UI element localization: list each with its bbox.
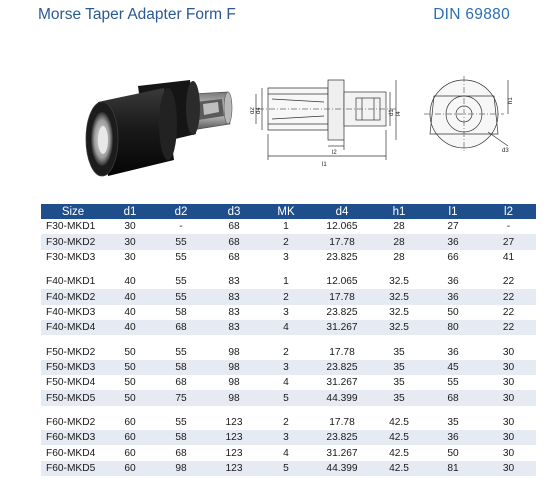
table-cell: 2: [261, 289, 311, 304]
table-cell: 5: [261, 390, 311, 405]
table-row: [41, 219, 536, 234]
table-cell: 35: [373, 360, 425, 375]
table-cell: 58: [155, 305, 207, 320]
table-cell: 17.78: [311, 415, 373, 430]
table-cell: 3: [261, 305, 311, 320]
table-cell: 30: [481, 344, 536, 359]
table-cell: 123: [207, 430, 261, 445]
table-cell: 4: [261, 375, 311, 390]
table-cell: 50: [105, 360, 155, 375]
table-body: [41, 219, 536, 476]
table-cell: 30: [105, 250, 155, 265]
size-cell: F60-MKD5: [41, 461, 105, 476]
table-cell: 123: [207, 415, 261, 430]
size-cell: F60-MKD3: [41, 430, 105, 445]
table-cell: 30: [105, 234, 155, 249]
table-cell: 40: [105, 274, 155, 289]
spec-table: [41, 204, 536, 476]
table-cell: 55: [155, 234, 207, 249]
table-cell: 83: [207, 320, 261, 335]
adapter-photo: [78, 72, 250, 182]
table-cell: 83: [207, 274, 261, 289]
page-title: Morse Taper Adapter Form F: [38, 6, 236, 23]
table-cell: 68: [425, 390, 481, 405]
dim-d3: d3: [502, 148, 509, 154]
table-cell: 31.267: [311, 320, 373, 335]
size-cell: F50-MKD4: [41, 375, 105, 390]
table-cell: 50: [105, 375, 155, 390]
table-cell: 50: [105, 390, 155, 405]
table-cell: 42.5: [373, 415, 425, 430]
table-cell: 44.399: [311, 461, 373, 476]
table-cell: 42.5: [373, 430, 425, 445]
table-cell: 35: [373, 390, 425, 405]
table-cell: 30: [481, 461, 536, 476]
table-cell: 2: [261, 415, 311, 430]
table-cell: 36: [425, 344, 481, 359]
table-cell: 3: [261, 360, 311, 375]
table-cell: 68: [155, 320, 207, 335]
table-cell: 50: [425, 305, 481, 320]
table-cell: 36: [425, 289, 481, 304]
size-cell: F40-MKD2: [41, 289, 105, 304]
table-cell: 27: [481, 234, 536, 249]
table-cell: 58: [155, 430, 207, 445]
group-separator: [41, 335, 536, 344]
size-cell: F40-MKD1: [41, 274, 105, 289]
table-cell: 50: [105, 344, 155, 359]
table-cell: 17.78: [311, 234, 373, 249]
table-cell: 32.5: [373, 274, 425, 289]
table-cell: 28: [373, 234, 425, 249]
column-header: h1: [373, 204, 425, 219]
table-cell: 23.825: [311, 430, 373, 445]
table-cell: 30: [481, 415, 536, 430]
size-cell: F50-MKD5: [41, 390, 105, 405]
table-cell: 27: [425, 219, 481, 234]
dim-d2: d2: [250, 107, 256, 114]
table-cell: 41: [481, 250, 536, 265]
table-cell: 58: [155, 360, 207, 375]
table-cell: 98: [207, 360, 261, 375]
table-row: [41, 461, 536, 476]
table-cell: 40: [105, 320, 155, 335]
table-cell: 30: [481, 430, 536, 445]
table-cell: 98: [207, 390, 261, 405]
table-cell: 4: [261, 445, 311, 460]
table-cell: 50: [425, 445, 481, 460]
table-row: [41, 430, 536, 445]
table-cell: 42.5: [373, 461, 425, 476]
table-cell: 30: [481, 360, 536, 375]
table-cell: 17.78: [311, 344, 373, 359]
table-row: [41, 234, 536, 249]
table-cell: 55: [155, 274, 207, 289]
size-cell: F50-MKD3: [41, 360, 105, 375]
table-cell: 22: [481, 289, 536, 304]
size-cell: F30-MKD1: [41, 219, 105, 234]
table-row: [41, 305, 536, 320]
table-cell: 22: [481, 274, 536, 289]
table-cell: 60: [105, 445, 155, 460]
table-cell: 40: [105, 289, 155, 304]
table-cell: 17.78: [311, 289, 373, 304]
table-cell: 98: [155, 461, 207, 476]
table-row: [41, 445, 536, 460]
table-cell: 30: [105, 219, 155, 234]
table-cell: 123: [207, 461, 261, 476]
table-row: [41, 289, 536, 304]
column-header: Size: [41, 204, 105, 219]
dim-l4: l4: [396, 111, 402, 116]
column-header: d1: [105, 204, 155, 219]
table-cell: 30: [481, 375, 536, 390]
table-cell: 75: [155, 390, 207, 405]
dim-d4: d4: [256, 107, 262, 114]
table-cell: 30: [481, 390, 536, 405]
size-cell: F40-MKD4: [41, 320, 105, 335]
table-cell: 23.825: [311, 360, 373, 375]
table-cell: 80: [425, 320, 481, 335]
column-header: d2: [155, 204, 207, 219]
table-cell: 60: [105, 430, 155, 445]
table-cell: 68: [207, 234, 261, 249]
table-row: [41, 250, 536, 265]
size-cell: F30-MKD3: [41, 250, 105, 265]
table-row: [41, 390, 536, 405]
table-cell: 36: [425, 234, 481, 249]
table-cell: 55: [155, 344, 207, 359]
table-cell: 36: [425, 274, 481, 289]
table-cell: 32.5: [373, 320, 425, 335]
table-cell: 55: [155, 289, 207, 304]
table-cell: 42.5: [373, 445, 425, 460]
size-cell: F50-MKD2: [41, 344, 105, 359]
table-cell: -: [155, 219, 207, 234]
table-cell: 68: [155, 445, 207, 460]
table-cell: 40: [105, 305, 155, 320]
table-cell: 44.399: [311, 390, 373, 405]
table-row: [41, 320, 536, 335]
table-cell: 55: [155, 250, 207, 265]
dim-l2: l2: [332, 150, 337, 156]
group-separator: [41, 406, 536, 415]
table-cell: 23.825: [311, 305, 373, 320]
table-cell: 81: [425, 461, 481, 476]
table-cell: 123: [207, 445, 261, 460]
size-cell: F60-MKD2: [41, 415, 105, 430]
table-cell: 68: [155, 375, 207, 390]
table-cell: 22: [481, 305, 536, 320]
table-row: [41, 360, 536, 375]
table-cell: 4: [261, 320, 311, 335]
table-cell: 12.065: [311, 274, 373, 289]
table-cell: 1: [261, 274, 311, 289]
table-row: [41, 375, 536, 390]
group-separator: [41, 265, 536, 274]
table-cell: 28: [373, 219, 425, 234]
table-cell: 12.065: [311, 219, 373, 234]
size-cell: F30-MKD2: [41, 234, 105, 249]
table-cell: 3: [261, 250, 311, 265]
column-header: l1: [425, 204, 481, 219]
table-cell: 55: [155, 415, 207, 430]
table-cell: 55: [425, 375, 481, 390]
size-cell: F40-MKD3: [41, 305, 105, 320]
table-cell: 35: [425, 415, 481, 430]
table-cell: 83: [207, 305, 261, 320]
column-header: d3: [207, 204, 261, 219]
dim-l1: l1: [322, 162, 327, 168]
table-cell: 1: [261, 219, 311, 234]
table-cell: 68: [207, 250, 261, 265]
size-cell: F60-MKD4: [41, 445, 105, 460]
table-cell: 60: [105, 461, 155, 476]
table-cell: 23.825: [311, 250, 373, 265]
table-row: [41, 274, 536, 289]
table-cell: 45: [425, 360, 481, 375]
table-cell: 83: [207, 289, 261, 304]
table-header-row: [41, 204, 536, 219]
table-cell: 98: [207, 375, 261, 390]
table-cell: 2: [261, 344, 311, 359]
table-cell: 68: [207, 219, 261, 234]
din-standard-label: DIN 69880: [433, 6, 510, 23]
table-cell: 98: [207, 344, 261, 359]
column-header: d4: [311, 204, 373, 219]
dim-h1: h1: [508, 97, 514, 104]
table-cell: 35: [373, 344, 425, 359]
table-cell: 28: [373, 250, 425, 265]
table-cell: 31.267: [311, 375, 373, 390]
table-cell: 32.5: [373, 289, 425, 304]
column-header: l2: [481, 204, 536, 219]
table-cell: 35: [373, 375, 425, 390]
technical-drawing: [250, 74, 528, 184]
table-cell: 3: [261, 430, 311, 445]
table-cell: -: [481, 219, 536, 234]
table-cell: 5: [261, 461, 311, 476]
dim-d1: d1: [389, 109, 395, 116]
table-cell: 32.5: [373, 305, 425, 320]
table-row: [41, 415, 536, 430]
table-cell: 30: [481, 445, 536, 460]
table-cell: 2: [261, 234, 311, 249]
table-cell: 36: [425, 430, 481, 445]
column-header: MK: [261, 204, 311, 219]
table-cell: 60: [105, 415, 155, 430]
table-row: [41, 344, 536, 359]
table-cell: 22: [481, 320, 536, 335]
table-cell: 31.267: [311, 445, 373, 460]
table-cell: 66: [425, 250, 481, 265]
